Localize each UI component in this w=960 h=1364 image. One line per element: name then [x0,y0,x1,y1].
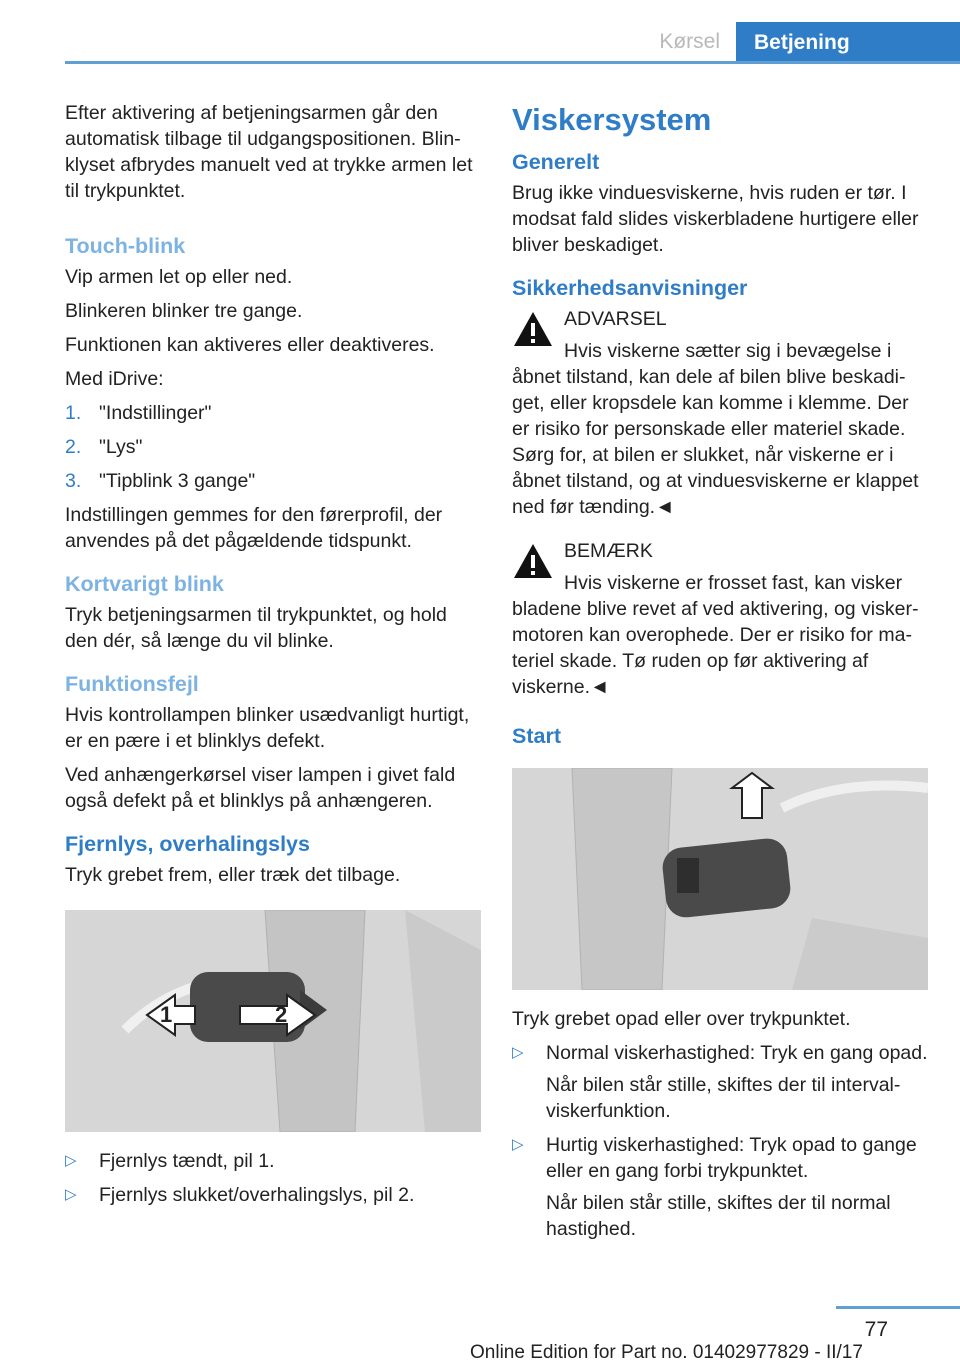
idrive-steps [65,400,483,494]
generelt-p1: Brug ikke vinduesviskerne, hvis ruden er tør. I modsat fald slides viskerbladene hurtigere eller bliver beskadiget. [512,182,919,256]
notice-first-line: Hvis viskerne er frosset fast, kan visker [564,572,903,594]
warning-box-bemaerk [512,538,930,700]
notice-body: bladene blive revet af ved aktivering, og viskermotoren kan overophede. Der er risiko for materiel skade. Tø ruden op før aktivering af viskerne.◄ [512,598,919,698]
footer-divider [836,1306,960,1309]
warning-triangle-icon [512,310,554,348]
wiper-speed-list [512,1040,930,1242]
touch-p3: Funktionen kan aktiveres eller deaktiveres. [65,334,435,356]
page-header [0,0,960,62]
list-item [512,1040,930,1124]
list-item [65,1148,483,1174]
list-item-text: Hurtig viskerhastighed: Tryk opad to gange eller en gang forbi trykpunktet. [546,1134,917,1182]
step-text: "Indstillinger" [99,402,212,424]
headlight-stalk-figure [65,910,481,1132]
warning-first-line: Hvis viskerne sætter sig i bevægelse i [564,340,892,362]
left-column [65,100,483,1216]
touch-p2: Blinkeren blinker tre gange. [65,300,303,322]
chapter-tab-betjening[interactable]: Betjening [736,22,960,62]
section-title-viskersystem: Viskersystem [512,102,712,137]
kort-p1: Tryk betjeningsarmen til trykpunktet, og hold den dér, så længe du vil blinke. [65,604,447,652]
touch-p1: Vip armen let op eller ned. [65,266,293,288]
touch-p5: Indstillingen gemmes for den førerprofil, der anvendes på det pågældende tidspunkt. [65,504,443,552]
triangle-bullet-icon: ▷ [512,1044,524,1061]
triangle-bullet-icon: ▷ [512,1136,524,1153]
heading-start: Start [512,724,561,748]
warning-body: åbnet tilstand, kan dele af bilen blive beskadiget, eller kropsdele kan komme i klemme. Der er risiko for personskade eller materiel skade. Sørg for, at bilen er slukket, når viskerne er i åbnet tilstand, og at vinduesviskerne er klappet ned før tænding.◄ [512,366,919,518]
triangle-bullet-icon: ▷ [65,1186,77,1203]
right-column [512,100,930,1250]
list-item-text: Fjernlys slukket/overhalingslys, pil 2. [99,1184,415,1206]
step-text: "Lys" [99,436,143,458]
list-item [512,1132,930,1242]
step-number: 1. [65,402,82,424]
step-item [65,468,483,494]
start-p1: Tryk grebet opad eller over trykpunktet. [512,1008,851,1030]
warning-triangle-icon [512,542,554,580]
heading-kortvarigt-blink: Kortvarigt blink [65,572,224,596]
heading-fjernlys: Fjernlys, overhalingslys [65,832,310,856]
notice-label: BEMÆRK [564,540,653,562]
warning-box-advarsel [512,306,930,520]
heading-generelt: Generelt [512,150,600,174]
stalk-illustration [65,910,481,1132]
wiper-illustration [512,768,928,990]
wiper-stalk-figure [512,768,928,990]
step-item [65,400,483,426]
heading-touch-blink: Touch-blink [65,234,186,258]
fejl-p2: Ved anhængerkørsel viser lampen i givet fald også defekt på et blinklys på anhængeren. [65,764,456,812]
chapter-tab-korsel[interactable]: Kørsel [659,30,720,53]
list-item-subtext: Når bilen står stille, skiftes der til intervalviskerfunktion. [546,1074,901,1122]
triangle-bullet-icon: ▷ [65,1152,77,1169]
fjernlys-list [65,1148,483,1208]
header-divider [65,61,960,64]
edition-line: Online Edition for Part no. 01402977829 - II/17 [470,1342,863,1363]
page-number: 77 [864,1318,888,1341]
list-item-subtext: Når bilen står stille, skiftes der til normal hastighed. [546,1192,891,1240]
step-text: "Tipblink 3 gange" [99,470,256,492]
fjern-p1: Tryk grebet frem, eller træk det tilbage. [65,864,401,886]
heading-funktionsfejl: Funktionsfejl [65,672,199,696]
page-footer [0,1300,960,1362]
step-number: 2. [65,436,82,458]
list-item [65,1182,483,1208]
list-item-text: Normal viskerhastighed: Tryk en gang opad. [546,1042,928,1064]
heading-sikkerhed: Sikkerhedsanvisninger [512,276,748,300]
arrow-label-1: 1 [160,1002,173,1027]
fejl-p1: Hvis kontrollampen blinker usædvanligt hurtigt, er en pære i et blinklys defekt. [65,704,470,752]
arrow-label-2: 2 [275,1002,288,1027]
intro-paragraph: Efter aktivering af betjeningsarmen går den automatisk tilbage til udgangspositionen. Blinklyset afbrydes manuelt ved at trykke armen let til trykpunktet. [65,102,473,202]
warning-label: ADVARSEL [564,308,667,330]
step-item [65,434,483,460]
touch-p4: Med iDrive: [65,368,164,390]
step-number: 3. [65,470,82,492]
list-item-text: Fjernlys tændt, pil 1. [99,1150,275,1172]
